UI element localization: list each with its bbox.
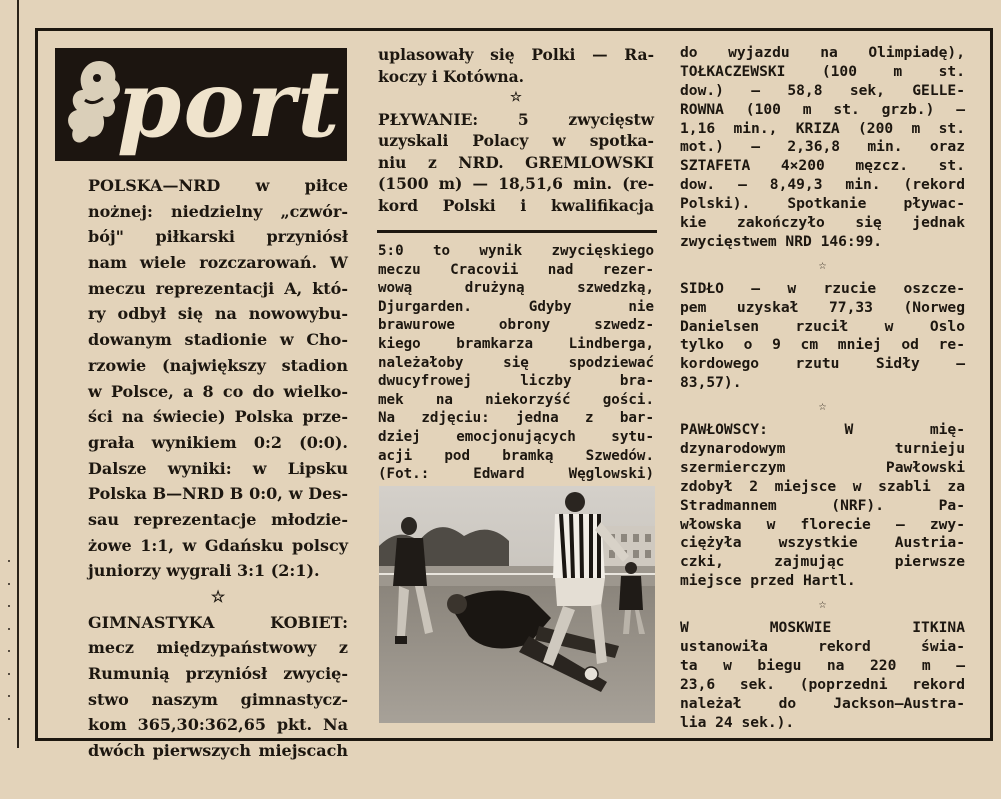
text-line: Stradmannem (NRF). Pa- xyxy=(680,496,965,514)
star-separator: ☆ xyxy=(818,597,827,613)
caption-line: mek na niekorzyść gości. xyxy=(378,391,654,408)
left-margin-rule xyxy=(17,0,19,748)
text-line: ści na świecie) Polska prze- xyxy=(88,407,348,427)
text-line: nam wiele rozczarowań. W xyxy=(88,253,348,273)
caption-line: Djurgarden. Gdyby nie xyxy=(378,298,654,315)
football-photo xyxy=(379,486,655,723)
text-line: nożnej: niedzielny „czwór- xyxy=(88,201,348,221)
text-line: ry odbył się na nowowybu- xyxy=(88,304,348,324)
text-line: dow.) — 58,8 sek, GELLE- xyxy=(680,81,965,99)
section-divider xyxy=(377,230,657,233)
text-line: W MOSKWIE ITKINA xyxy=(680,619,965,637)
column-1 xyxy=(88,173,348,764)
caption-line: meczu Cracovii nad rezer- xyxy=(378,261,654,278)
text-line: dwóch pierwszych miejscach xyxy=(88,741,348,761)
text-line: SIDŁO — w rzucie oszcze- xyxy=(680,279,965,297)
text-line: GIMNASTYKA KOBIET: xyxy=(88,612,348,632)
column-2-top xyxy=(378,44,654,216)
text-line: kom 365,30:362,65 pkt. Na xyxy=(88,715,348,735)
text-line: juniorzy wygrali 3:1 (2:1). xyxy=(88,561,320,581)
text-line: należał do Jackson—Austra- xyxy=(680,694,965,712)
text-line: ciężyła wszystkie Austria- xyxy=(680,534,965,552)
text-line: TOŁKACZEWSKI (100 m st. xyxy=(680,62,965,80)
text-line: rzowie (największy stadion xyxy=(88,355,348,375)
perforation-dots xyxy=(6,560,12,720)
star-separator: ☆ xyxy=(210,587,226,606)
text-line: SZTAFETA 4×200 męzcz. st. xyxy=(680,157,965,175)
text-line: dowanym stadionie w Cho- xyxy=(88,330,348,350)
text-line: 83,57). xyxy=(680,374,742,392)
caption-line: kiego bramkarza Lindberga, xyxy=(378,335,654,352)
text-line: mot.) — 2,36,8 min. oraz xyxy=(680,138,965,156)
text-line: meczu reprezentacji A, któ- xyxy=(88,278,348,298)
text-line: miejsce przed Hartl. xyxy=(680,572,856,590)
text-line: POLSKA—NRD w piłce xyxy=(88,176,348,195)
sport-logo xyxy=(55,48,347,161)
caption-line: acji pod bramką Szwedów. xyxy=(378,447,654,464)
column-3 xyxy=(680,44,965,733)
text-line: (1500 m) — 18,51,6 min. (re- xyxy=(378,174,654,193)
photo-caption xyxy=(378,242,654,484)
text-line: do wyjazdu na Olimpiadę), xyxy=(680,44,965,61)
text-line: mecz międzypaństwowy z xyxy=(88,638,348,658)
text-line: Polski). Spotkanie pływac- xyxy=(680,195,965,213)
text-line: dzynarodowym turnieju xyxy=(680,440,965,458)
text-line: PAWŁOWSCY: W mię- xyxy=(680,421,965,439)
text-line: niu z NRD. GREMLOWSKI xyxy=(378,152,654,172)
text-line: uzyskali Polacy w spotka- xyxy=(378,131,654,150)
text-line: ustanowiła rekord świa- xyxy=(680,638,965,656)
text-line: 23,6 sek. (poprzedni rekord xyxy=(680,675,965,693)
star-separator: ☆ xyxy=(818,257,827,273)
text-line: włowska w florecie — zwy- xyxy=(680,515,965,533)
text-line: ta w biegu na 220 m — xyxy=(680,656,965,674)
text-line: kord Polski i kwalifikacja xyxy=(378,195,654,215)
text-line: PŁYWANIE: 5 zwycięstw xyxy=(378,109,654,129)
text-line: stwo naszym gimnastycz- xyxy=(88,689,348,709)
caption-line: brawurowe obrony szwedz- xyxy=(378,317,654,334)
text-line: w Polsce, a 8 co do wielko- xyxy=(88,381,348,401)
star-separator: ☆ xyxy=(818,399,827,415)
text-line: Dalsze wyniki: w Lipsku xyxy=(88,458,348,478)
text-line: czki, zajmując pierwsze xyxy=(680,553,965,571)
logo-word: port xyxy=(117,50,342,158)
text-line: tylko o 9 cm mniej od re- xyxy=(680,336,965,354)
text-line: żowe 1:1, w Gdańsku polscy xyxy=(88,535,348,555)
text-line: zwycięstwem NRD 146:99. xyxy=(680,232,883,250)
text-line: ROWNA (100 m st. grzb.) — xyxy=(680,100,965,118)
text-line: sau reprezentacje młodzie- xyxy=(88,509,348,529)
text-line: dow. — 8,49,3 min. (rekord xyxy=(680,176,965,194)
caption-line: Na zdjęciu: jedna z bar- xyxy=(378,410,654,427)
caption-line: dwucyfrowej liczby bra- xyxy=(378,373,654,390)
caption-line: (Fot.: Edward Węglowski) xyxy=(378,466,654,483)
text-line: szermierczym Pawłowski xyxy=(680,458,965,476)
text-line: lia 24 sek.). xyxy=(680,713,795,731)
caption-line: dziej emocjonujących sytu- xyxy=(378,428,654,445)
text-line: kordowego rzutu Sidły — xyxy=(680,355,965,373)
text-line: pem uzyskał 77,33 (Norweg xyxy=(680,298,965,316)
caption-line: wową drużyną szwedzką, xyxy=(378,280,654,297)
text-line: 1,16 min., KRIZA (200 m st. xyxy=(680,119,965,137)
text-line: Danielsen rzucił w Oslo xyxy=(680,317,965,335)
caption-line: należałoby się spodziewać xyxy=(378,354,654,371)
text-line: bój" piłkarski przyniósł xyxy=(88,227,348,247)
text-line: zdobył 2 miejsce w szabli za xyxy=(680,477,965,495)
text-line: Rumunią przyniósł zwycię- xyxy=(88,664,348,684)
text-line: uplasowały się Polki — Ra- xyxy=(378,45,654,64)
text-line: koczy i Kotówna. xyxy=(378,66,525,86)
text-line: grała wynikiem 0:2 (0:0). xyxy=(88,432,348,452)
star-separator: ☆ xyxy=(510,90,522,105)
text-line: kie zakończyło się jednak xyxy=(680,214,965,232)
text-line: Polska B—NRD B 0:0, w Des- xyxy=(88,484,348,504)
caption-line: 5:0 to wynik zwycięskiego xyxy=(378,243,654,259)
